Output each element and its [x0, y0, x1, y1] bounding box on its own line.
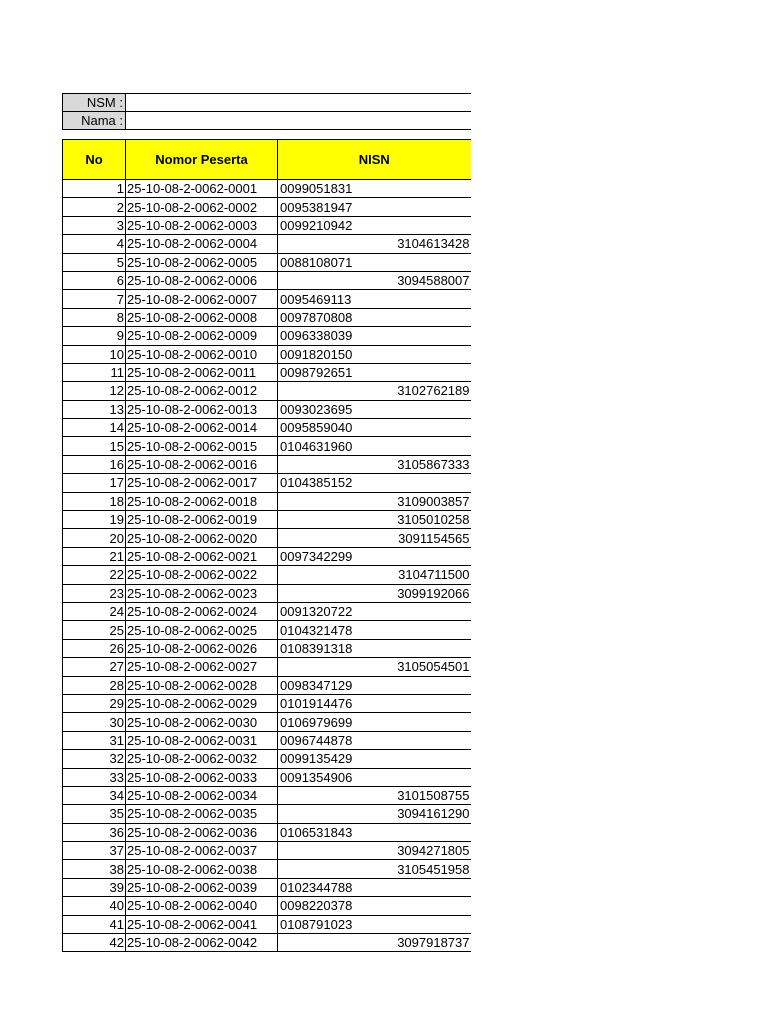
cell-no[interactable]: 15 [63, 437, 126, 455]
cell-no[interactable]: 41 [63, 915, 126, 933]
table-row [63, 216, 471, 234]
cell-nomor-peserta[interactable]: 25-10-08-2-0062-0016 [126, 455, 278, 473]
table-row [63, 786, 471, 804]
cell-nisn[interactable]: 0097342299 [278, 547, 471, 565]
cell-nomor-peserta[interactable]: 25-10-08-2-0062-0020 [126, 529, 278, 547]
cell-nisn[interactable]: 0091320722 [278, 602, 471, 620]
cell-nisn[interactable]: 0104321478 [278, 621, 471, 639]
cell-nomor-peserta[interactable]: 25-10-08-2-0062-0042 [126, 934, 278, 952]
table-row [63, 474, 471, 492]
cell-nomor-peserta[interactable]: 25-10-08-2-0062-0025 [126, 621, 278, 639]
cell-no[interactable]: 8 [63, 308, 126, 326]
cell-nomor-peserta[interactable]: 25-10-08-2-0062-0012 [126, 382, 278, 400]
cell-nisn[interactable]: 0104385152 [278, 474, 471, 492]
nsm-row [63, 94, 471, 112]
cell-nisn[interactable]: 0095469113 [278, 290, 471, 308]
cell-no[interactable]: 19 [63, 511, 126, 529]
cell-nomor-peserta[interactable]: 25-10-08-2-0062-0026 [126, 639, 278, 657]
cell-no[interactable]: 13 [63, 400, 126, 418]
table-row [63, 823, 471, 841]
table-row [63, 437, 471, 455]
cell-nomor-peserta[interactable]: 25-10-08-2-0062-0031 [126, 731, 278, 749]
cell-nomor-peserta[interactable]: 25-10-08-2-0062-0029 [126, 694, 278, 712]
cell-nisn[interactable]: 3105867333 [278, 455, 471, 473]
table-row [63, 915, 471, 933]
cell-nisn[interactable]: 0091354906 [278, 768, 471, 786]
cell-no[interactable]: 37 [63, 842, 126, 860]
cell-no[interactable]: 9 [63, 327, 126, 345]
cell-nomor-peserta[interactable]: 25-10-08-2-0062-0001 [126, 180, 278, 198]
cell-nisn[interactable]: 0104631960 [278, 437, 471, 455]
cell-nomor-peserta[interactable]: 25-10-08-2-0062-0006 [126, 271, 278, 289]
header-nisn: NISN [278, 140, 471, 180]
cell-no[interactable]: 10 [63, 345, 126, 363]
cell-nisn[interactable]: 0106979699 [278, 713, 471, 731]
table-row [63, 860, 471, 878]
participant-table [62, 139, 471, 952]
cell-nomor-peserta[interactable]: 25-10-08-2-0062-0017 [126, 474, 278, 492]
cell-nisn[interactable]: 0108391318 [278, 639, 471, 657]
cell-nisn[interactable]: 0099051831 [278, 180, 471, 198]
cell-no[interactable]: 11 [63, 363, 126, 381]
nama-label: Nama : [63, 112, 126, 130]
table-row [63, 419, 471, 437]
table-row [63, 602, 471, 620]
cell-nisn[interactable]: 3101508755 [278, 786, 471, 804]
table-row [63, 511, 471, 529]
cell-nisn[interactable]: 3097918737 [278, 934, 471, 952]
cell-no[interactable]: 39 [63, 878, 126, 896]
cell-nomor-peserta[interactable]: 25-10-08-2-0062-0023 [126, 584, 278, 602]
cell-no[interactable]: 17 [63, 474, 126, 492]
cell-nomor-peserta[interactable]: 25-10-08-2-0062-0005 [126, 253, 278, 271]
nsm-value-cell[interactable] [126, 94, 471, 112]
table-row [63, 750, 471, 768]
table-row [63, 731, 471, 749]
cell-nomor-peserta[interactable]: 25-10-08-2-0062-0036 [126, 823, 278, 841]
table-row [63, 621, 471, 639]
cell-no[interactable]: 30 [63, 713, 126, 731]
cell-nisn[interactable]: 0091820150 [278, 345, 471, 363]
cell-no[interactable]: 18 [63, 492, 126, 510]
cell-no[interactable]: 40 [63, 897, 126, 915]
cell-nomor-peserta[interactable]: 25-10-08-2-0062-0035 [126, 805, 278, 823]
cell-no[interactable]: 36 [63, 823, 126, 841]
table-row [63, 327, 471, 345]
cell-no[interactable]: 2 [63, 198, 126, 216]
cell-no[interactable]: 32 [63, 750, 126, 768]
cell-no[interactable]: 24 [63, 602, 126, 620]
cell-no[interactable]: 4 [63, 235, 126, 253]
table-row [63, 180, 471, 198]
cell-nomor-peserta[interactable]: 25-10-08-2-0062-0008 [126, 308, 278, 326]
table-row [63, 382, 471, 400]
cell-nisn[interactable]: 0108791023 [278, 915, 471, 933]
cell-no[interactable]: 27 [63, 658, 126, 676]
cell-nisn[interactable]: 3105451958 [278, 860, 471, 878]
cell-nomor-peserta[interactable]: 25-10-08-2-0062-0021 [126, 547, 278, 565]
cell-nomor-peserta[interactable]: 25-10-08-2-0062-0007 [126, 290, 278, 308]
table-row [63, 566, 471, 584]
cell-nisn[interactable]: 3109003857 [278, 492, 471, 510]
cell-no[interactable]: 7 [63, 290, 126, 308]
cell-no[interactable]: 38 [63, 860, 126, 878]
table-row [63, 694, 471, 712]
table-row [63, 658, 471, 676]
header-row [63, 140, 471, 180]
cell-nisn[interactable]: 0088108071 [278, 253, 471, 271]
cell-nomor-peserta[interactable]: 25-10-08-2-0062-0014 [126, 419, 278, 437]
table-row [63, 345, 471, 363]
cell-no[interactable]: 21 [63, 547, 126, 565]
cell-nisn[interactable]: 0098792651 [278, 363, 471, 381]
cell-no[interactable]: 3 [63, 216, 126, 234]
cell-nisn[interactable]: 3102762189 [278, 382, 471, 400]
cell-no[interactable]: 35 [63, 805, 126, 823]
table-body [63, 180, 471, 952]
cell-no[interactable]: 42 [63, 934, 126, 952]
table-row [63, 198, 471, 216]
table-row [63, 253, 471, 271]
cell-nomor-peserta[interactable]: 25-10-08-2-0062-0024 [126, 602, 278, 620]
cell-no[interactable]: 1 [63, 180, 126, 198]
table-row [63, 529, 471, 547]
table-row [63, 676, 471, 694]
cell-nisn[interactable]: 0097870808 [278, 308, 471, 326]
cell-nisn[interactable]: 0095859040 [278, 419, 471, 437]
table-row [63, 492, 471, 510]
cell-no[interactable]: 34 [63, 786, 126, 804]
cell-nisn[interactable]: 0095381947 [278, 198, 471, 216]
cell-nisn[interactable]: 0102344788 [278, 878, 471, 896]
table-row [63, 363, 471, 381]
table-row [63, 934, 471, 952]
cell-no[interactable]: 12 [63, 382, 126, 400]
table-row [63, 639, 471, 657]
cell-no[interactable]: 33 [63, 768, 126, 786]
cell-no[interactable]: 26 [63, 639, 126, 657]
cell-nisn[interactable]: 3094271805 [278, 842, 471, 860]
cell-nomor-peserta[interactable]: 25-10-08-2-0062-0033 [126, 768, 278, 786]
cell-nomor-peserta[interactable]: 25-10-08-2-0062-0041 [126, 915, 278, 933]
table-row [63, 455, 471, 473]
cell-nomor-peserta[interactable]: 25-10-08-2-0062-0040 [126, 897, 278, 915]
cell-nomor-peserta[interactable]: 25-10-08-2-0062-0039 [126, 878, 278, 896]
cell-nomor-peserta[interactable]: 25-10-08-2-0062-0013 [126, 400, 278, 418]
cell-nisn[interactable]: 3105054501 [278, 658, 471, 676]
cell-nisn[interactable]: 0101914476 [278, 694, 471, 712]
cell-nisn[interactable]: 3104613428 [278, 235, 471, 253]
cell-nisn[interactable]: 0093023695 [278, 400, 471, 418]
cell-nisn[interactable]: 0096744878 [278, 731, 471, 749]
nama-value-cell[interactable] [126, 112, 471, 130]
header-nomor-peserta: Nomor Peserta [126, 140, 278, 180]
cell-no[interactable]: 28 [63, 676, 126, 694]
table-row [63, 897, 471, 915]
cell-nomor-peserta[interactable]: 25-10-08-2-0062-0022 [126, 566, 278, 584]
cell-nisn[interactable]: 3094588007 [278, 271, 471, 289]
header-no: No [63, 140, 126, 180]
cell-nomor-peserta[interactable]: 25-10-08-2-0062-0011 [126, 363, 278, 381]
cell-no[interactable]: 6 [63, 271, 126, 289]
cell-nomor-peserta[interactable]: 25-10-08-2-0062-0002 [126, 198, 278, 216]
cell-nomor-peserta[interactable]: 25-10-08-2-0062-0009 [126, 327, 278, 345]
cell-nisn[interactable]: 3104711500 [278, 566, 471, 584]
cell-no[interactable]: 29 [63, 694, 126, 712]
table-row [63, 547, 471, 565]
cell-nomor-peserta[interactable]: 25-10-08-2-0062-0027 [126, 658, 278, 676]
table-row [63, 271, 471, 289]
cell-nisn[interactable]: 3094161290 [278, 805, 471, 823]
table-row [63, 878, 471, 896]
nama-row [63, 112, 471, 130]
cell-nomor-peserta[interactable]: 25-10-08-2-0062-0003 [126, 216, 278, 234]
cell-nisn[interactable]: 0099135429 [278, 750, 471, 768]
cell-nisn[interactable]: 0099210942 [278, 216, 471, 234]
cell-no[interactable]: 20 [63, 529, 126, 547]
table-row [63, 308, 471, 326]
table-row [63, 290, 471, 308]
cell-nisn[interactable]: 3105010258 [278, 511, 471, 529]
cell-no[interactable]: 31 [63, 731, 126, 749]
cell-nisn[interactable]: 3091154565 [278, 529, 471, 547]
table-row [63, 768, 471, 786]
cell-nomor-peserta[interactable]: 25-10-08-2-0062-0015 [126, 437, 278, 455]
cell-nisn[interactable]: 0098220378 [278, 897, 471, 915]
table-row [63, 842, 471, 860]
cell-nomor-peserta[interactable]: 25-10-08-2-0062-0034 [126, 786, 278, 804]
cell-nomor-peserta[interactable]: 25-10-08-2-0062-0038 [126, 860, 278, 878]
cell-nomor-peserta[interactable]: 25-10-08-2-0062-0019 [126, 511, 278, 529]
cell-nomor-peserta[interactable]: 25-10-08-2-0062-0010 [126, 345, 278, 363]
cell-no[interactable]: 25 [63, 621, 126, 639]
cell-no[interactable]: 16 [63, 455, 126, 473]
table-row [63, 584, 471, 602]
cell-nomor-peserta[interactable]: 25-10-08-2-0062-0004 [126, 235, 278, 253]
cell-nomor-peserta[interactable]: 25-10-08-2-0062-0032 [126, 750, 278, 768]
cell-no[interactable]: 14 [63, 419, 126, 437]
cell-nomor-peserta[interactable]: 25-10-08-2-0062-0028 [126, 676, 278, 694]
cell-nisn[interactable]: 0106531843 [278, 823, 471, 841]
cell-nisn[interactable]: 0096338039 [278, 327, 471, 345]
cell-nisn[interactable]: 0098347129 [278, 676, 471, 694]
table-row [63, 713, 471, 731]
table-row [63, 805, 471, 823]
nsm-label: NSM : [63, 94, 126, 112]
cell-no[interactable]: 22 [63, 566, 126, 584]
info-table [62, 93, 471, 130]
cell-no[interactable]: 23 [63, 584, 126, 602]
cell-nomor-peserta[interactable]: 25-10-08-2-0062-0037 [126, 842, 278, 860]
table-row [63, 400, 471, 418]
cell-nomor-peserta[interactable]: 25-10-08-2-0062-0030 [126, 713, 278, 731]
cell-nomor-peserta[interactable]: 25-10-08-2-0062-0018 [126, 492, 278, 510]
cell-nisn[interactable]: 3099192066 [278, 584, 471, 602]
table-row [63, 235, 471, 253]
cell-no[interactable]: 5 [63, 253, 126, 271]
